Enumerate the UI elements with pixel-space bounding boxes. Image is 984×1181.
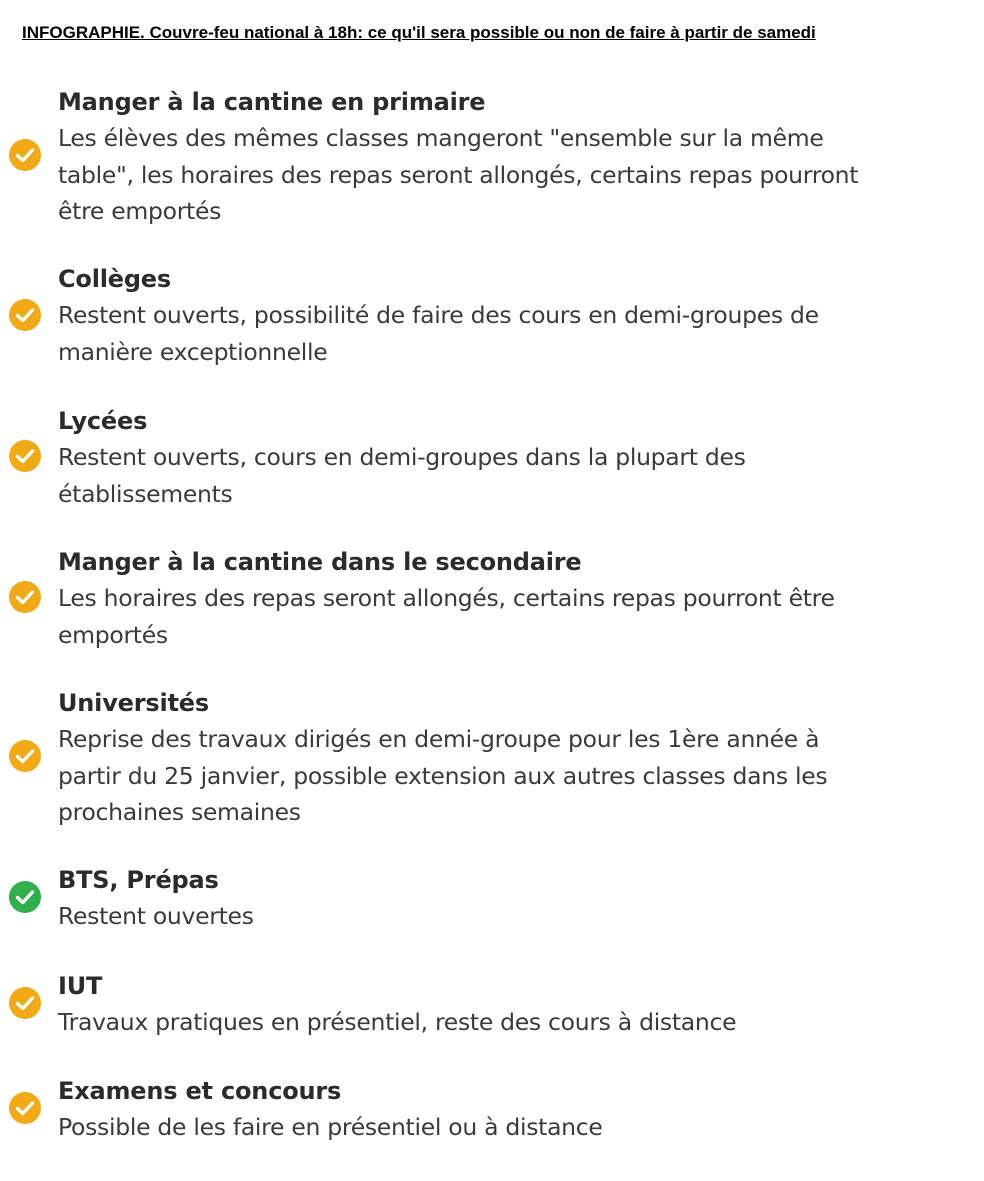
green-check-icon: [9, 881, 41, 913]
orange-check-icon: [9, 740, 41, 772]
orange-check-icon: [9, 987, 41, 1019]
orange-check-icon: [9, 440, 41, 472]
item-description: Restent ouvertes: [58, 902, 254, 930]
item-description: Les élèves des mêmes classes mangeront "ensemble sur la même table", les horaires des repas seront allongés, certains repas pourront être emportés: [58, 124, 859, 225]
item-title: Manger à la cantine dans le secondaire: [58, 548, 582, 576]
item-title: BTS, Prépas: [58, 866, 219, 894]
item-title: Lycées: [58, 407, 148, 435]
item-title: Examens et concours: [58, 1077, 342, 1105]
item-description: Possible de les faire en présentiel ou à distance: [58, 1113, 603, 1141]
orange-check-icon: [9, 1092, 41, 1124]
item-description: Les horaires des repas seront allongés, certains repas pourront être emportés: [58, 584, 835, 649]
item-title: Manger à la cantine en primaire: [58, 88, 486, 116]
item-description: Restent ouverts, possibilité de faire des cours en demi-groupes de manière exceptionnelle: [58, 301, 819, 366]
item-title: Universités: [58, 689, 209, 717]
item-description: Reprise des travaux dirigés en demi-groupe pour les 1ère année à partir du 25 janvier, possible extension aux autres classes dans les prochaines semaines: [58, 725, 828, 826]
orange-check-icon: [9, 581, 41, 613]
orange-check-icon: [9, 139, 41, 171]
item-title: IUT: [58, 972, 103, 1000]
item-description: Travaux pratiques en présentiel, reste des cours à distance: [58, 1008, 737, 1036]
item-title: Collèges: [58, 265, 171, 293]
item-description: Restent ouverts, cours en demi-groupes dans la plupart des établissements: [58, 443, 746, 508]
orange-check-icon: [9, 299, 41, 331]
article-headline[interactable]: INFOGRAPHIE. Couvre-feu national à 18h: ce qu'il sera possible ou non de faire à partir de samedi: [22, 23, 816, 42]
